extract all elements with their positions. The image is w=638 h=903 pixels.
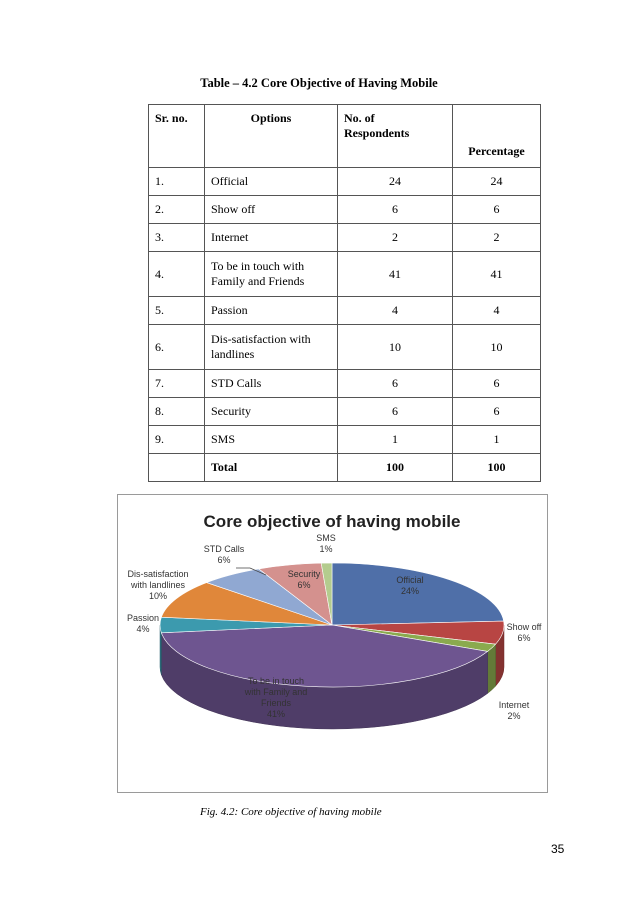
chart-title: Core objective of having mobile xyxy=(203,512,461,531)
cell-option-line1: To be in touch with xyxy=(211,259,305,273)
table-body xyxy=(149,168,541,482)
cell-sr-no: 9. xyxy=(149,426,205,454)
cell-percentage: 4 xyxy=(453,297,541,325)
respondents-table xyxy=(148,104,541,482)
cell-total-respondents: 100 xyxy=(338,454,453,482)
cell-total-percentage: 100 xyxy=(453,454,541,482)
cell-respondents: 41 xyxy=(338,252,453,297)
cell-respondents: 2 xyxy=(338,224,453,252)
table-row xyxy=(149,252,541,297)
cell-sr-no: 2. xyxy=(149,196,205,224)
header-respondents xyxy=(338,105,453,168)
pie-label-to-be-in-touch-with-family-and-friends: To be in touch with Family and Friends 41% xyxy=(244,676,308,719)
cell-percentage: 6 xyxy=(453,370,541,398)
cell-option: Passion xyxy=(205,297,338,325)
header-percentage: Percentage xyxy=(453,105,541,168)
pie-label-sms: SMS 1% xyxy=(316,533,336,554)
cell-respondents: 10 xyxy=(338,325,453,370)
cell-sr-no: 4. xyxy=(149,252,205,297)
table-row xyxy=(149,370,541,398)
pie-chart xyxy=(117,494,548,793)
cell-option: Official xyxy=(205,168,338,196)
header-sr-no: Sr. no. xyxy=(149,105,205,168)
cell-percentage: 6 xyxy=(453,398,541,426)
pie-chart-svg xyxy=(118,495,547,792)
cell-sr-no: 3. xyxy=(149,224,205,252)
cell-option: STD Calls xyxy=(205,370,338,398)
cell-option-line1: Dis-satisfaction with xyxy=(211,332,311,346)
table-row xyxy=(149,426,541,454)
cell-respondents: 4 xyxy=(338,297,453,325)
cell-option: SMS xyxy=(205,426,338,454)
cell-respondents: 6 xyxy=(338,196,453,224)
pie-label-security: Security 6% xyxy=(287,569,321,590)
table-row xyxy=(149,196,541,224)
cell-percentage: 41 xyxy=(453,252,541,297)
pie-side-internet xyxy=(488,644,496,693)
figure-caption: Fig. 4.2: Core objective of having mobile xyxy=(200,806,382,818)
cell-percentage: 10 xyxy=(453,325,541,370)
cell-respondents: 6 xyxy=(338,370,453,398)
cell-percentage: 1 xyxy=(453,426,541,454)
cell-sr-no: 1. xyxy=(149,168,205,196)
cell-total-empty xyxy=(149,454,205,482)
cell-sr-no: 7. xyxy=(149,370,205,398)
cell-option: Internet xyxy=(205,224,338,252)
cell-total-label: Total xyxy=(205,454,338,482)
pie-label-dis-satisfaction-with-landlines: Dis-satisfaction with landlines 10% xyxy=(127,569,189,601)
pie-label-show-off: Show off 6% xyxy=(506,622,542,643)
pie-label-std-calls: STD Calls 6% xyxy=(203,544,245,565)
cell-sr-no: 8. xyxy=(149,398,205,426)
cell-respondents: 6 xyxy=(338,398,453,426)
cell-option: Show off xyxy=(205,196,338,224)
cell-percentage: 6 xyxy=(453,196,541,224)
cell-option: Security xyxy=(205,398,338,426)
table-row xyxy=(149,297,541,325)
pie-label-internet: Internet 2% xyxy=(498,700,530,721)
cell-percentage: 24 xyxy=(453,168,541,196)
table-row xyxy=(149,398,541,426)
table-row xyxy=(149,325,541,370)
table-total-row xyxy=(149,454,541,482)
cell-sr-no: 6. xyxy=(149,325,205,370)
cell-option-line2: Family and Friends xyxy=(211,274,305,288)
cell-option xyxy=(205,252,338,297)
cell-respondents: 1 xyxy=(338,426,453,454)
pie-top-faces xyxy=(160,563,504,687)
cell-sr-no: 5. xyxy=(149,297,205,325)
table-row xyxy=(149,168,541,196)
page-number: 35 xyxy=(551,842,565,856)
pie-label-official: Official 24% xyxy=(396,575,424,596)
table-row xyxy=(149,224,541,252)
header-respondents-line1: No. of xyxy=(344,111,375,125)
cell-percentage: 2 xyxy=(453,224,541,252)
cell-respondents: 24 xyxy=(338,168,453,196)
cell-option xyxy=(205,325,338,370)
header-options: Options xyxy=(205,105,338,168)
header-respondents-line2: Respondents xyxy=(344,126,410,140)
table-header-row xyxy=(149,105,541,168)
table-title: Table – 4.2 Core Objective of Having Mobile xyxy=(200,76,438,90)
cell-option-line2: landlines xyxy=(211,347,255,361)
pie-label-passion: Passion 4% xyxy=(126,613,160,634)
